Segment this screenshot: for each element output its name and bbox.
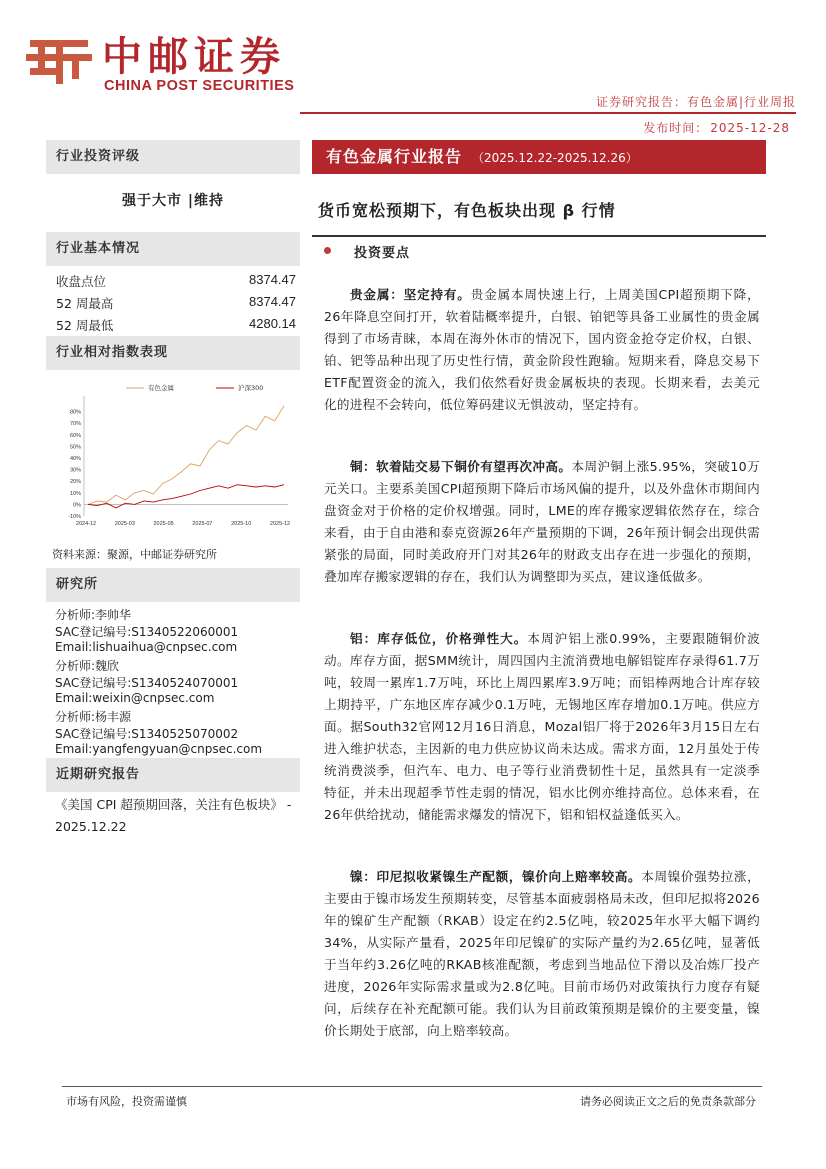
- relative-index-chart: [56, 378, 296, 528]
- x-tick-label: 2025-12: [269, 521, 291, 527]
- x-tick-label: 2025-05: [153, 521, 174, 527]
- report-date-range: （2025.12.22-2025.12.26）: [472, 151, 638, 165]
- basic-info-heading: 行业基本情况: [46, 232, 300, 266]
- paragraph-lead: 镍：印尼拟收紧镍生产配额，镍价向上赔率较高。: [350, 869, 642, 884]
- info-label: 收盘点位: [56, 274, 107, 289]
- report-title: 有色金属行业报告: [326, 147, 463, 166]
- info-value: 8374.47: [249, 294, 296, 309]
- terms-notice: 请务必阅读正文之后的免责条款部分: [580, 1095, 756, 1108]
- y-tick-label: 70%: [69, 421, 81, 428]
- y-tick-label: 40%: [69, 456, 81, 462]
- paragraph-precious-metals: [324, 284, 760, 416]
- analyst-line: 分析师:杨丰源: [55, 710, 132, 724]
- headline: 货币宽松预期下，有色板块出现 β 行情: [318, 201, 616, 220]
- y-tick-label: 0%: [73, 502, 81, 509]
- paragraph-body: 本周镍价强势拉涨，主要由于镍市场发生预期转变，尽管基本面疲弱格局未改，但印尼拟将2026年的镍矿生产配额（RKAB）设定在约2.5亿吨，较2025年水平大幅下调约34%，从实际产量看，2025年印尼镍矿的实际产量约为2.65亿吨，显著低于当年约3.26亿吨的RKAB核准配额，考虑到当地品位下滑以及冶炼厂投产进度，2026年实际需求量或为2.8亿吨。目前市场仍对政策执行力度存有疑问，后续存在补充配额可能。我们认为目前政策预期是镍价的主要变量，镍价长期处于底部，向上赔率较高。: [324, 869, 760, 1038]
- paragraph-copper: [324, 456, 760, 588]
- info-row-close: [56, 272, 296, 290]
- paragraph-body: 本周沪铝上涨0.99%，主要跟随铜价波动。库存方面，据SMM统计，周四国内主流消费地电解铝锭库存录得61.7万吨，较周一累库1.7万吨，环比上周四累库3.9万吨；而铝棒两地合计库存较上期持平，广东地区库存减少0.1万吨，无锡地区库存增加0.1万吨。供应方面。据South32官网12月16日消息，Mozal铝厂将于2026年3月15日左右进入维护状态，主因新的电力供应协议尚未达成。需求方面，12月虽处于传统消费淡季，但汽车、电力、电子等行业消费韧性十足，虽然具有一定淡季特征，并未出现超季节性走弱的情况，铝水比例亦维持高位。总体来看，在26年供给扰动，储能需求爆发的情况下，铝和铝权益逢低买入。: [324, 631, 760, 822]
- recent-report-link[interactable]: 《美国 CPI 超预期回落，关注有色板块》 - 2025.12.22: [55, 797, 292, 834]
- headline-divider: [312, 235, 766, 237]
- paragraph-body: 贵金属本周快速上行，上周美国CPI超预期下降，26年降息空间打开，软着陆概率提升，白银、铂钯等具备工业属性的贵金属得到了市场青睐，本周在海外休市的情况下，国内资金抢夺定价权，白银、铂、钯等品种出现了历史性行情，黄金阶段性跑输。短期来看，降息交易下ETF配置资金的流入，我们依然看好贵金属板块的表现。长期来看，去美元化的进程不会转向，低位筹码建议无惧波动，坚定持有。: [324, 287, 760, 412]
- analyst-line: SAC登记编号:S1340524070001: [55, 676, 239, 690]
- recent-reports-heading: 近期研究报告: [46, 758, 300, 792]
- x-tick-label: 2025-03: [114, 521, 135, 527]
- publish-date-value: 2025-12-28: [710, 121, 790, 135]
- report-type: 证券研究报告：有色金属|行业周报: [595, 95, 796, 109]
- analyst-email[interactable]: Email:lishuaihua@cnpsec.com: [55, 640, 238, 654]
- publish-date: [641, 119, 790, 136]
- y-tick-label: 80%: [69, 409, 81, 416]
- paragraph-body: 本周沪铜上涨5.95%，突破10万元关口。主要系美国CPI超预期下降后市场风偏的提升，以及外盘休市期间内盘资金对于价格的定价权增强。同时，LME的库存搬家逻辑依然存在，综合来看，由于自由港和泰克资源26年产量预期的下调，26年预计铜会出现供需紧张的局面，同时美政府开门对其26年的财政支出存在进一步强化的预期，叠加库存搬家逻辑的存在，我们认为调整即为买点，建议逢低做多。: [324, 459, 760, 584]
- info-row-52w-low: [56, 316, 296, 334]
- china-post-logo-icon: [26, 34, 92, 84]
- analyst-line: SAC登记编号:S1340525070002: [55, 727, 239, 741]
- header-divider: [300, 112, 796, 114]
- y-tick-label: 50%: [69, 444, 81, 451]
- paragraph-aluminum: [324, 628, 760, 826]
- y-tick-label: 30%: [69, 467, 81, 474]
- legend-label: 有色金属: [148, 384, 174, 392]
- analyst-line: 分析师:李帅华: [55, 608, 132, 622]
- footer-divider: [62, 1086, 762, 1087]
- paragraph-nickel: [324, 866, 760, 1042]
- analyst-email[interactable]: Email:weixin@cnpsec.com: [55, 691, 215, 705]
- info-row-52w-high: [56, 294, 296, 312]
- paragraph-lead: 贵金属：坚定持有。: [350, 287, 471, 302]
- rating-heading: 行业投资评级: [46, 140, 300, 174]
- chart-source: 资料来源：聚源，中邮证券研究所: [52, 548, 217, 561]
- analyst-email[interactable]: Email:yangfengyuan@cnpsec.com: [55, 742, 263, 756]
- paragraph-lead: 铝：库存低位，价格弹性大。: [350, 631, 528, 646]
- y-tick-label: 60%: [69, 432, 81, 439]
- x-tick-label: 2025-07: [192, 521, 213, 527]
- analyst-line: SAC登记编号:S1340522060001: [55, 625, 239, 639]
- risk-disclaimer: 市场有风险，投资需谨慎: [66, 1095, 187, 1108]
- publish-date-label: 发布时间：: [643, 121, 709, 135]
- info-value: 8374.47: [249, 272, 296, 287]
- info-label: 52 周最高: [56, 296, 114, 311]
- perf-heading: 行业相对指数表现: [46, 336, 300, 370]
- x-tick-label: 2024-12: [75, 521, 97, 527]
- bullet-icon: [324, 247, 331, 254]
- logo-text-en: CHINA POST SECURITIES: [104, 78, 295, 94]
- analyst-line: 分析师:魏欣: [55, 659, 120, 673]
- industry-rating: 强于大市 |维持: [122, 193, 224, 209]
- logo-text-cn: 中邮证券: [102, 34, 286, 80]
- research-heading: 研究所: [46, 568, 300, 602]
- info-label: 52 周最低: [56, 318, 114, 333]
- report-title-bar: [312, 140, 766, 174]
- paragraph-lead: 铜：软着陆交易下铜价有望再次冲高。: [350, 459, 572, 474]
- x-tick-label: 2025-10: [231, 521, 252, 527]
- info-value: 4280.14: [249, 316, 296, 331]
- y-tick-label: 20%: [69, 479, 81, 486]
- y-tick-label: 10%: [69, 490, 81, 497]
- y-tick-label: -10%: [68, 514, 81, 520]
- key-points-title: 投资要点: [354, 246, 411, 261]
- legend-label: 沪深300: [238, 384, 264, 392]
- series-line: [88, 406, 284, 505]
